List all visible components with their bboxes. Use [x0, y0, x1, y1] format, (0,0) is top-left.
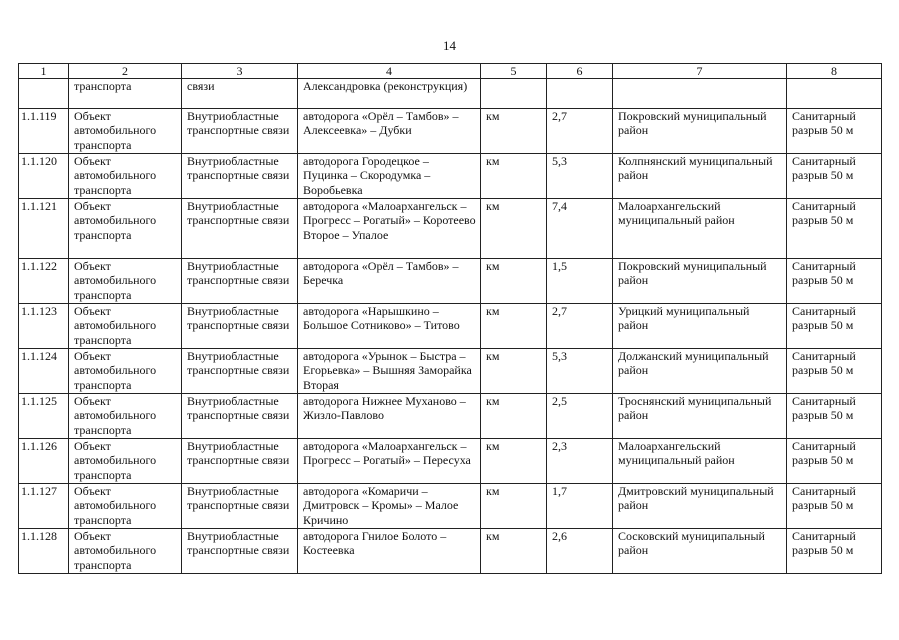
- table-row: [19, 529, 882, 574]
- row-number: 1.1.125: [19, 394, 69, 439]
- row-number: 1.1.123: [19, 304, 69, 349]
- location-cell: Троснянский муниципальный район: [613, 394, 787, 439]
- row-number: 1.1.124: [19, 349, 69, 394]
- header-row: [19, 64, 882, 79]
- object-type-cell: Объект автомобильного транспорта: [69, 304, 182, 349]
- location-cell: Малоархангельский муниципальный район: [613, 199, 787, 259]
- object-type-cell: Объект автомобильного транспорта: [69, 109, 182, 154]
- length-cell: 2,3: [547, 439, 613, 484]
- purpose-cell: Внутриобластные транспортные связи: [182, 304, 298, 349]
- road-name-cell: автодорога Гнилое Болото – Костеевка: [298, 529, 481, 574]
- column-header: 8: [787, 64, 882, 79]
- road-name-cell: автодорога «Нарышкино – Большое Сотниково» – Титово: [298, 304, 481, 349]
- zone-cell: Санитарный разрыв 50 м: [787, 394, 882, 439]
- length-cell: 5,3: [547, 154, 613, 199]
- road-name-cell: Александровка (реконструкция): [298, 79, 481, 109]
- length-cell: [547, 79, 613, 109]
- column-header: 1: [19, 64, 69, 79]
- unit-cell: км: [481, 109, 547, 154]
- purpose-cell: Внутриобластные транспортные связи: [182, 439, 298, 484]
- zone-cell: Санитарный разрыв 50 м: [787, 484, 882, 529]
- purpose-cell: Внутриобластные транспортные связи: [182, 259, 298, 304]
- length-cell: 2,7: [547, 109, 613, 154]
- purpose-cell: Внутриобластные транспортные связи: [182, 484, 298, 529]
- zone-cell: Санитарный разрыв 50 м: [787, 199, 882, 259]
- column-header: 6: [547, 64, 613, 79]
- column-header: 4: [298, 64, 481, 79]
- purpose-cell: Внутриобластные транспортные связи: [182, 394, 298, 439]
- table-row: [19, 439, 882, 484]
- objects-table: [18, 63, 882, 574]
- zone-cell: Санитарный разрыв 50 м: [787, 109, 882, 154]
- table-row: [19, 259, 882, 304]
- row-number: 1.1.127: [19, 484, 69, 529]
- length-cell: 2,5: [547, 394, 613, 439]
- object-type-cell: Объект автомобильного транспорта: [69, 439, 182, 484]
- row-number: [19, 79, 69, 109]
- unit-cell: км: [481, 154, 547, 199]
- table-row: [19, 304, 882, 349]
- purpose-cell: Внутриобластные транспортные связи: [182, 199, 298, 259]
- row-number: 1.1.122: [19, 259, 69, 304]
- location-cell: Малоархангельский муниципальный район: [613, 439, 787, 484]
- location-cell: [613, 79, 787, 109]
- road-name-cell: автодорога «Малоархангельск – Прогресс – Рогатый» – Пересуха: [298, 439, 481, 484]
- purpose-cell: Внутриобластные транспортные связи: [182, 154, 298, 199]
- column-header: 3: [182, 64, 298, 79]
- object-type-cell: Объект автомобильного транспорта: [69, 484, 182, 529]
- zone-cell: Санитарный разрыв 50 м: [787, 439, 882, 484]
- unit-cell: км: [481, 259, 547, 304]
- object-type-cell: Объект автомобильного транспорта: [69, 529, 182, 574]
- road-name-cell: автодорога «Урынок – Быстра – Егорьевка» – Вышняя Заморайка Вторая: [298, 349, 481, 394]
- row-number: 1.1.121: [19, 199, 69, 259]
- road-name-cell: автодорога Городецкое – Пуцинка – Скородумка – Воробьевка: [298, 154, 481, 199]
- row-number: 1.1.128: [19, 529, 69, 574]
- row-number: 1.1.119: [19, 109, 69, 154]
- purpose-cell: связи: [182, 79, 298, 109]
- unit-cell: км: [481, 484, 547, 529]
- unit-cell: [481, 79, 547, 109]
- length-cell: 1,5: [547, 259, 613, 304]
- object-type-cell: Объект автомобильного транспорта: [69, 394, 182, 439]
- page-number: 14: [443, 38, 456, 53]
- road-name-cell: автодорога «Комаричи – Дмитровск – Кромы» – Малое Кричино: [298, 484, 481, 529]
- zone-cell: Санитарный разрыв 50 м: [787, 304, 882, 349]
- table-row: [19, 199, 882, 259]
- purpose-cell: Внутриобластные транспортные связи: [182, 529, 298, 574]
- unit-cell: км: [481, 394, 547, 439]
- length-cell: 2,6: [547, 529, 613, 574]
- table-row: [19, 109, 882, 154]
- location-cell: Покровский муниципальный район: [613, 109, 787, 154]
- location-cell: Сосковский муниципальный район: [613, 529, 787, 574]
- length-cell: 2,7: [547, 304, 613, 349]
- column-header: 2: [69, 64, 182, 79]
- unit-cell: км: [481, 529, 547, 574]
- length-cell: 5,3: [547, 349, 613, 394]
- table-row: [19, 154, 882, 199]
- road-name-cell: автодорога «Малоархангельск – Прогресс – Рогатый» – Коротеево Второе – Упалое: [298, 199, 481, 259]
- table-row: [19, 394, 882, 439]
- unit-cell: км: [481, 199, 547, 259]
- road-name-cell: автодорога Нижнее Муханово – Жизло-Павлово: [298, 394, 481, 439]
- table-row: [19, 349, 882, 394]
- zone-cell: Санитарный разрыв 50 м: [787, 349, 882, 394]
- purpose-cell: Внутриобластные транспортные связи: [182, 349, 298, 394]
- column-header: 5: [481, 64, 547, 79]
- unit-cell: км: [481, 349, 547, 394]
- row-number: 1.1.126: [19, 439, 69, 484]
- column-header: 7: [613, 64, 787, 79]
- object-type-cell: Объект автомобильного транспорта: [69, 259, 182, 304]
- length-cell: 7,4: [547, 199, 613, 259]
- length-cell: 1,7: [547, 484, 613, 529]
- table-row: [19, 484, 882, 529]
- object-type-cell: Объект автомобильного транспорта: [69, 199, 182, 259]
- table-row-continuation: [19, 79, 882, 109]
- unit-cell: км: [481, 304, 547, 349]
- zone-cell: Санитарный разрыв 50 м: [787, 259, 882, 304]
- purpose-cell: Внутриобластные транспортные связи: [182, 109, 298, 154]
- object-type-cell: транспорта: [69, 79, 182, 109]
- object-type-cell: Объект автомобильного транспорта: [69, 154, 182, 199]
- object-type-cell: Объект автомобильного транспорта: [69, 349, 182, 394]
- location-cell: Покровский муниципальный район: [613, 259, 787, 304]
- location-cell: Урицкий муниципальный район: [613, 304, 787, 349]
- zone-cell: [787, 79, 882, 109]
- road-name-cell: автодорога «Орёл – Тамбов» – Алексеевка» – Дубки: [298, 109, 481, 154]
- road-name-cell: автодорога «Орёл – Тамбов» – Беречка: [298, 259, 481, 304]
- location-cell: Дмитровский муниципальный район: [613, 484, 787, 529]
- zone-cell: Санитарный разрыв 50 м: [787, 529, 882, 574]
- location-cell: Должанский муниципальный район: [613, 349, 787, 394]
- unit-cell: км: [481, 439, 547, 484]
- row-number: 1.1.120: [19, 154, 69, 199]
- zone-cell: Санитарный разрыв 50 м: [787, 154, 882, 199]
- location-cell: Колпнянский муниципальный район: [613, 154, 787, 199]
